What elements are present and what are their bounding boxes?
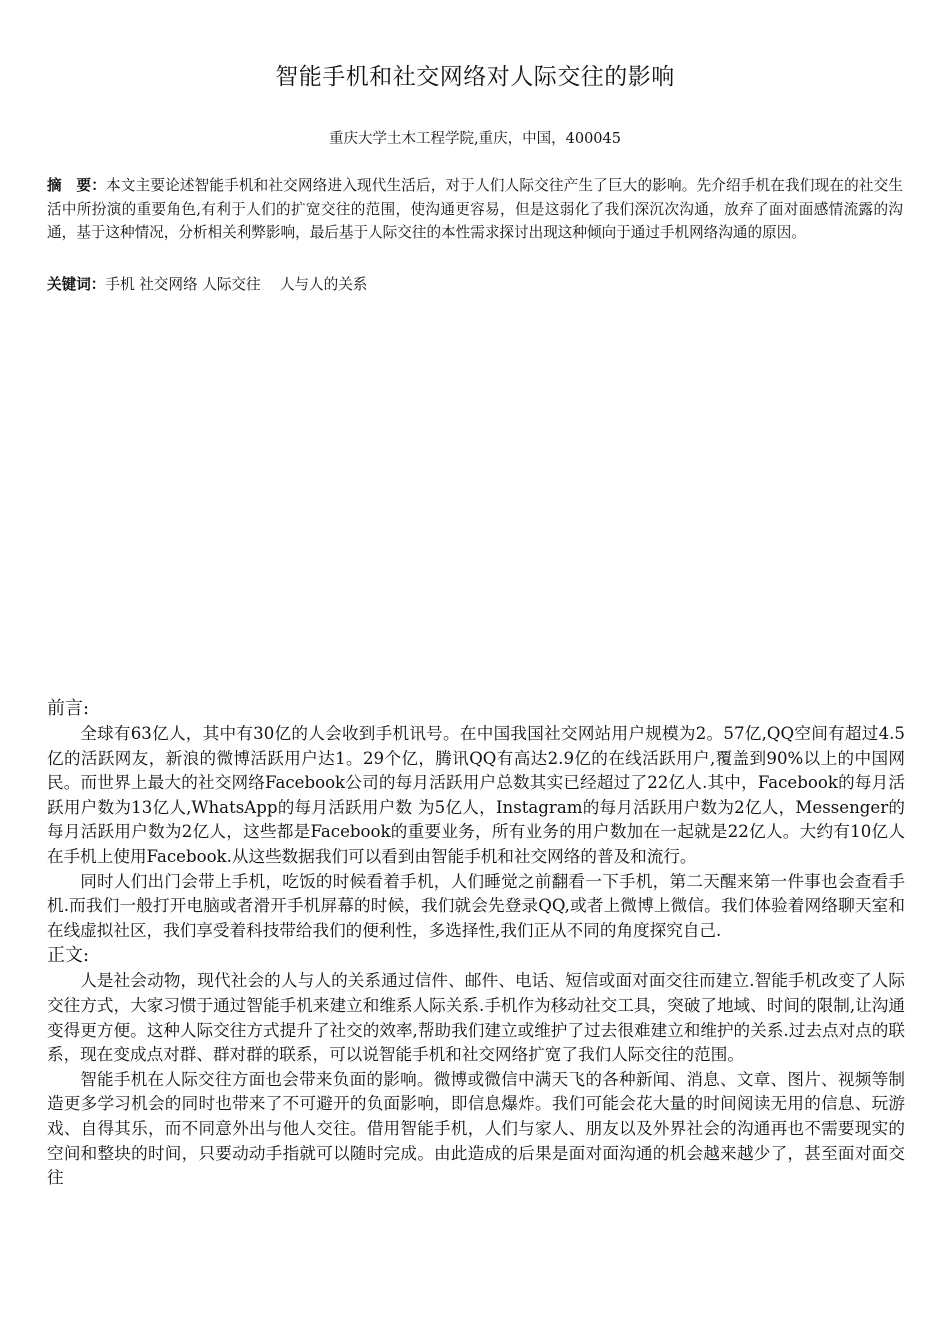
keywords-text: 手机 社交网络 人际交往 人与人的关系 bbox=[105, 276, 368, 293]
abstract-label: 摘 要： bbox=[47, 177, 107, 194]
preface-paragraph-1: 全球有63亿人，其中有30亿的人会收到手机讯号。在中国我国社交网站用户规模为2。57亿,QQ空间有超过4.5亿的活跃网友，新浪的微博活跃用户达1。29个亿，腾讯QQ有高达2.9亿的在线活跃用户,覆盖到90%以上的中国网民。而世界上最大的社交网络Facebook公司的每月活跃用户总数其实已经超过了22亿人.其中，Facebook的每月活跃用户数为13亿人,WhatsApp的每月活跃用户数 为5亿人，Instagram的每月活跃用户数为2亿人，Messenger的每月活跃用户数为2亿人，这些都是Facebook的重要业务，所有业务的用户数加在一起就是22亿人。大约有10亿人在手机上使用Facebook.从这些数据我们可以看到由智能手机和社交网络的普及和流行。 bbox=[47, 724, 905, 866]
body-paragraph-2: 智能手机在人际交往方面也会带来负面的影响。微博或微信中满天飞的各种新闻、消息、文章、图片、视频等制造更多学习机会的同时也带来了不可避开的负面影响，即信息爆炸。我们可能会花大量的时间阅读无用的信息、玩游戏、自得其乐，而不同意外出与他人交往。借用智能手机，人们与家人、朋友以及外界社会的沟通再也不需要现实的空间和整块的时间，只要动动手指就可以随时完成。由此造成的后果是面对面沟通的机会越来越少了，甚至面对面交往 bbox=[47, 1069, 905, 1188]
preface-paragraph-2: 同时人们出门会带上手机，吃饭的时候看着手机，人们睡觉之前翻看一下手机，第二天醒来第一件事也会查看手机.而我们一般打开电脑或者滑开手机屏幕的时候，我们就会先登录QQ,或者上微博上微信。我们体验着网络聊天室和在线虚拟社区，我们享受着科技带给我们的便利性，多选择性,我们正从不同的角度探究自己. bbox=[47, 871, 905, 940]
main-body bbox=[47, 696, 905, 1191]
keywords-label: 关键词： bbox=[47, 276, 106, 293]
abstract-text: 本文主要论述智能手机和社交网络进入现代生活后，对于人们人际交往产生了巨大的影响。先介绍手机在我们现在的社交生活中所扮演的重要角色,有利于人们的扩宽交往的范围，使沟通更容易，但是这弱化了我们深沉次沟通，放弃了面对面感情流露的沟通，基于这种情况，分析相关利弊影响，最后基于人际交往的本性需求探讨出现这种倾向于通过手机网络沟通的原因。 bbox=[47, 177, 903, 241]
author-affiliation: 重庆大学土木工程学院,重庆，中国，400045 bbox=[329, 131, 621, 147]
paper-title: 智能手机和社交网络对人际交往的影响 bbox=[275, 64, 675, 90]
abstract-block bbox=[47, 174, 903, 245]
body-paragraph-1: 人是社会动物，现代社会的人与人的关系通过信件、邮件、电话、短信或面对面交往而建立.智能手机改变了人际交往方式，大家习惯于通过智能手机来建立和维系人际关系.手机作为移动社交工具，突破了地域、时间的限制,让沟通变得更方便。这种人际交往方式提升了社交的效率,帮助我们建立或维护了过去很难建立和维护的关系.过去点对点的联系，现在变成点对群、群对群的联系，可以说智能手机和社交网络扩宽了我们人际交往的范围。 bbox=[47, 971, 905, 1065]
body-heading: 正文: bbox=[47, 945, 90, 967]
keywords-block bbox=[47, 273, 903, 297]
preface-heading: 前言: bbox=[47, 698, 90, 719]
